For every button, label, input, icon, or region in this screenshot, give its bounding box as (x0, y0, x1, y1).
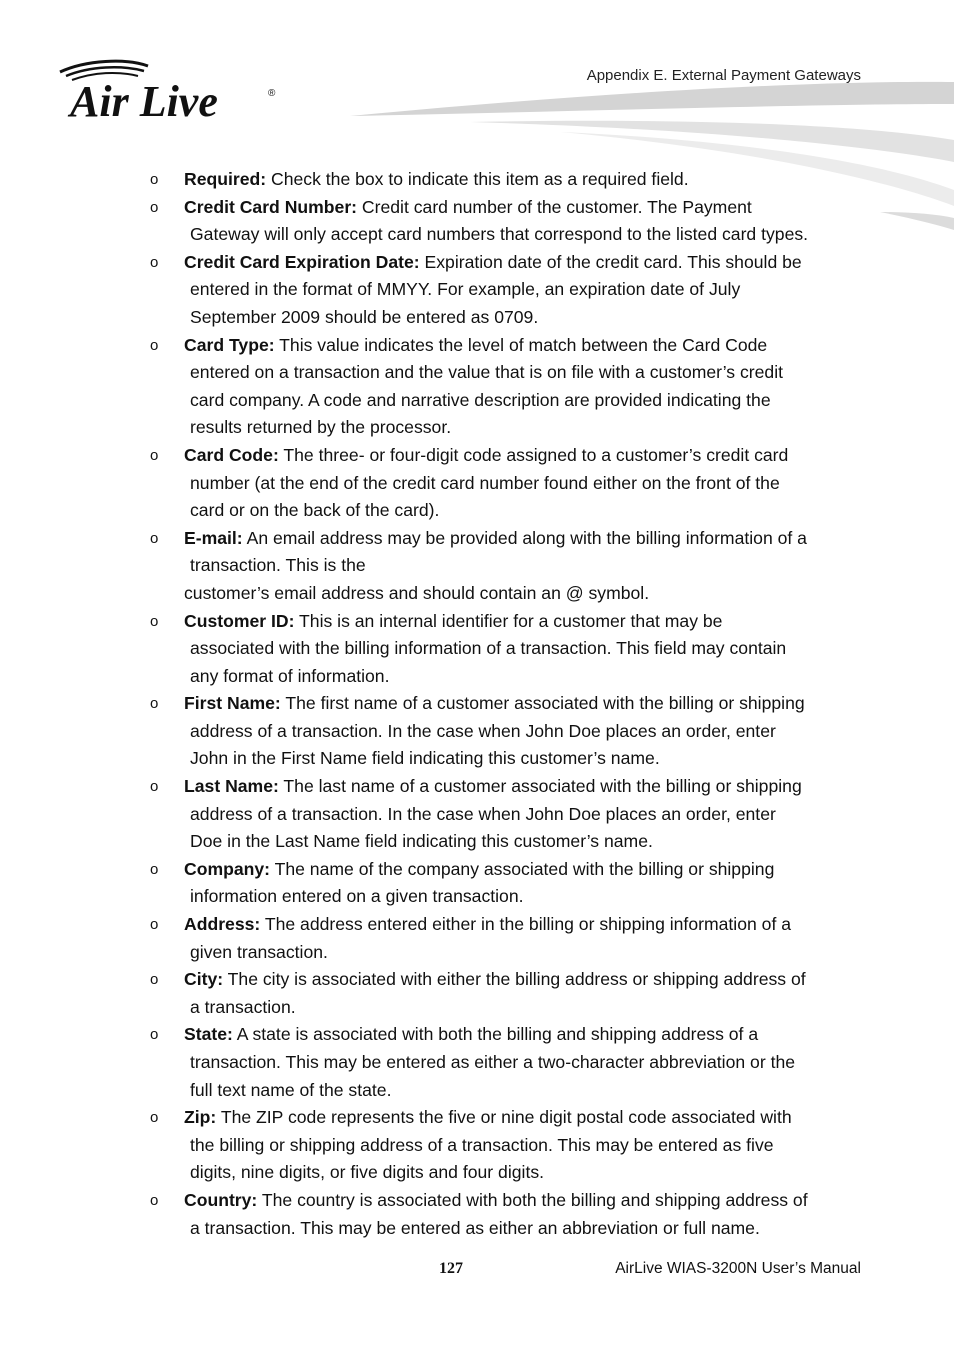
field-description-tail: customer’s email address and should contain an @ symbol. (184, 582, 650, 603)
field-description-continued: address of a transaction. In the case when John Doe places an order, enter (190, 720, 776, 741)
field-description-continued: associated with the billing information of a transaction. This field may contain (190, 638, 787, 659)
bullet-icon: o (150, 612, 159, 630)
bullet-icon: o (150, 860, 159, 878)
bullet-icon: o (150, 778, 159, 796)
bullet-icon: o (150, 253, 159, 271)
field-term: Required: (184, 169, 267, 189)
field-description-continued: a transaction. (190, 996, 296, 1017)
field-term: Card Code: (184, 444, 279, 465)
field-term: Zip: (184, 1107, 217, 1128)
field-description: Expiration date of the credit card. This should be (419, 251, 802, 272)
field-description-continued: the billing or shipping address of a transaction. This may be entered as five (190, 1134, 774, 1155)
field-description: The city is associated with either the billing address or shipping address of (223, 969, 806, 990)
field-description: Credit card number of the customer. The Payment (357, 196, 752, 217)
field-term: City: (184, 969, 224, 990)
field-description-continued: given transaction. (190, 941, 328, 962)
field-description-continued: John in the First Name field indicating this customer’s name. (190, 748, 660, 769)
field-item (150, 1021, 870, 1104)
bullet-icon: o (150, 446, 159, 464)
field-description-continued: results returned by the processor. (190, 417, 452, 438)
field-term: State: (184, 1024, 233, 1045)
field-item (150, 194, 870, 249)
field-term: Address: (184, 914, 261, 935)
field-description: A state is associated with both the billing and shipping address of a (232, 1024, 759, 1045)
field-term: Company: (184, 858, 271, 879)
svg-text:®: ® (268, 88, 276, 99)
header-title: Appendix E. External Payment Gateways (586, 67, 861, 84)
field-description-continued: transaction. This is the (190, 555, 366, 576)
field-item (150, 166, 870, 194)
page-number: 127 (439, 1260, 463, 1277)
field-description: The three- or four-digit code assigned to a customer’s credit card (278, 444, 789, 465)
bullet-icon: o (150, 529, 159, 547)
field-description-continued: entered in the format of MMYY. For example, an expiration date of July (190, 279, 741, 300)
field-description-continued: September 2009 should be entered as 0709. (190, 306, 539, 327)
field-description-continued: address of a transaction. In the case when John Doe places an order, enter (190, 803, 776, 824)
field-description-list (150, 166, 870, 1242)
field-description-continued: transaction. This may be entered as either a two-character abbreviation or the (190, 1052, 796, 1072)
field-description: The first name of a customer associated with the billing or shipping (280, 693, 805, 714)
field-description: The address entered either in the billing or shipping information of a (260, 914, 792, 935)
field-description-continued: information entered on a given transaction. (190, 886, 524, 907)
field-description: An email address may be provided along with the billing information of a (242, 527, 807, 548)
field-description-continued: a transaction. This may be entered as either an abbreviation or full name. (190, 1217, 760, 1238)
field-item (150, 1187, 870, 1242)
bullet-icon: o (150, 916, 159, 934)
field-term: First Name: (184, 693, 281, 714)
field-item (150, 525, 870, 608)
field-description-continued: digits, nine digits, or five digits and four digits. (190, 1162, 545, 1183)
field-term: Card Type: (184, 334, 275, 355)
bullet-icon: o (150, 1109, 159, 1127)
bullet-icon: o (150, 695, 159, 713)
field-description-continued: card company. A code and narrative description are provided indicating the (190, 389, 771, 410)
field-description: The ZIP code represents the five or nine digit postal code associated with (216, 1107, 792, 1128)
field-item (150, 690, 870, 773)
field-term: Country: (184, 1189, 258, 1210)
bullet-icon: o (150, 971, 159, 989)
field-term: E-mail: (184, 527, 243, 548)
field-description: The name of the company associated with the billing or shipping (270, 858, 775, 879)
field-description-continued: full text name of the state. (190, 1079, 392, 1100)
field-description-continued: Gateway will only accept card numbers that correspond to the listed card types. (190, 224, 809, 245)
field-term: Credit Card Number: (184, 196, 358, 217)
field-item (150, 856, 870, 911)
field-item (150, 442, 870, 525)
field-item (150, 332, 870, 442)
field-item (150, 249, 870, 332)
bullet-icon: o (150, 171, 159, 188)
field-description-continued: card or on the back of the card). (190, 500, 440, 521)
field-description-continued: any format of information. (190, 665, 390, 686)
field-description-continued: number (at the end of the credit card number found either on the front of the (190, 472, 780, 493)
logo-wordmark: Air Live (70, 77, 218, 126)
field-item (150, 1104, 870, 1187)
manual-title: AirLive WIAS-3200N User’s Manual (615, 1260, 861, 1277)
bullet-icon: o (150, 1191, 159, 1209)
field-description-continued: entered on a transaction and the value that is on file with a customer’s credit (190, 362, 783, 383)
field-term: Last Name: (184, 776, 279, 797)
bullet-icon: o (150, 336, 159, 354)
bullet-icon: o (150, 1026, 159, 1044)
field-term: Credit Card Expiration Date: (184, 251, 420, 272)
field-item (150, 608, 870, 691)
field-item (150, 773, 870, 856)
bullet-icon: o (150, 198, 159, 216)
field-item (150, 966, 870, 1021)
field-item (150, 911, 870, 966)
field-term: Customer ID: (184, 610, 295, 631)
field-description: This value indicates the level of match between the Card Code (274, 334, 768, 355)
airlive-logo (56, 56, 286, 126)
field-description: This is an internal identifier for a customer that may be (294, 610, 723, 631)
field-description: The last name of a customer associated with the billing or shipping (278, 776, 802, 797)
field-description: Check the box to indicate this item as a required field. (266, 169, 689, 189)
field-description: The country is associated with both the billing and shipping address of (257, 1189, 808, 1210)
field-description-continued: Doe in the Last Name field indicating this customer’s name. (190, 831, 653, 852)
